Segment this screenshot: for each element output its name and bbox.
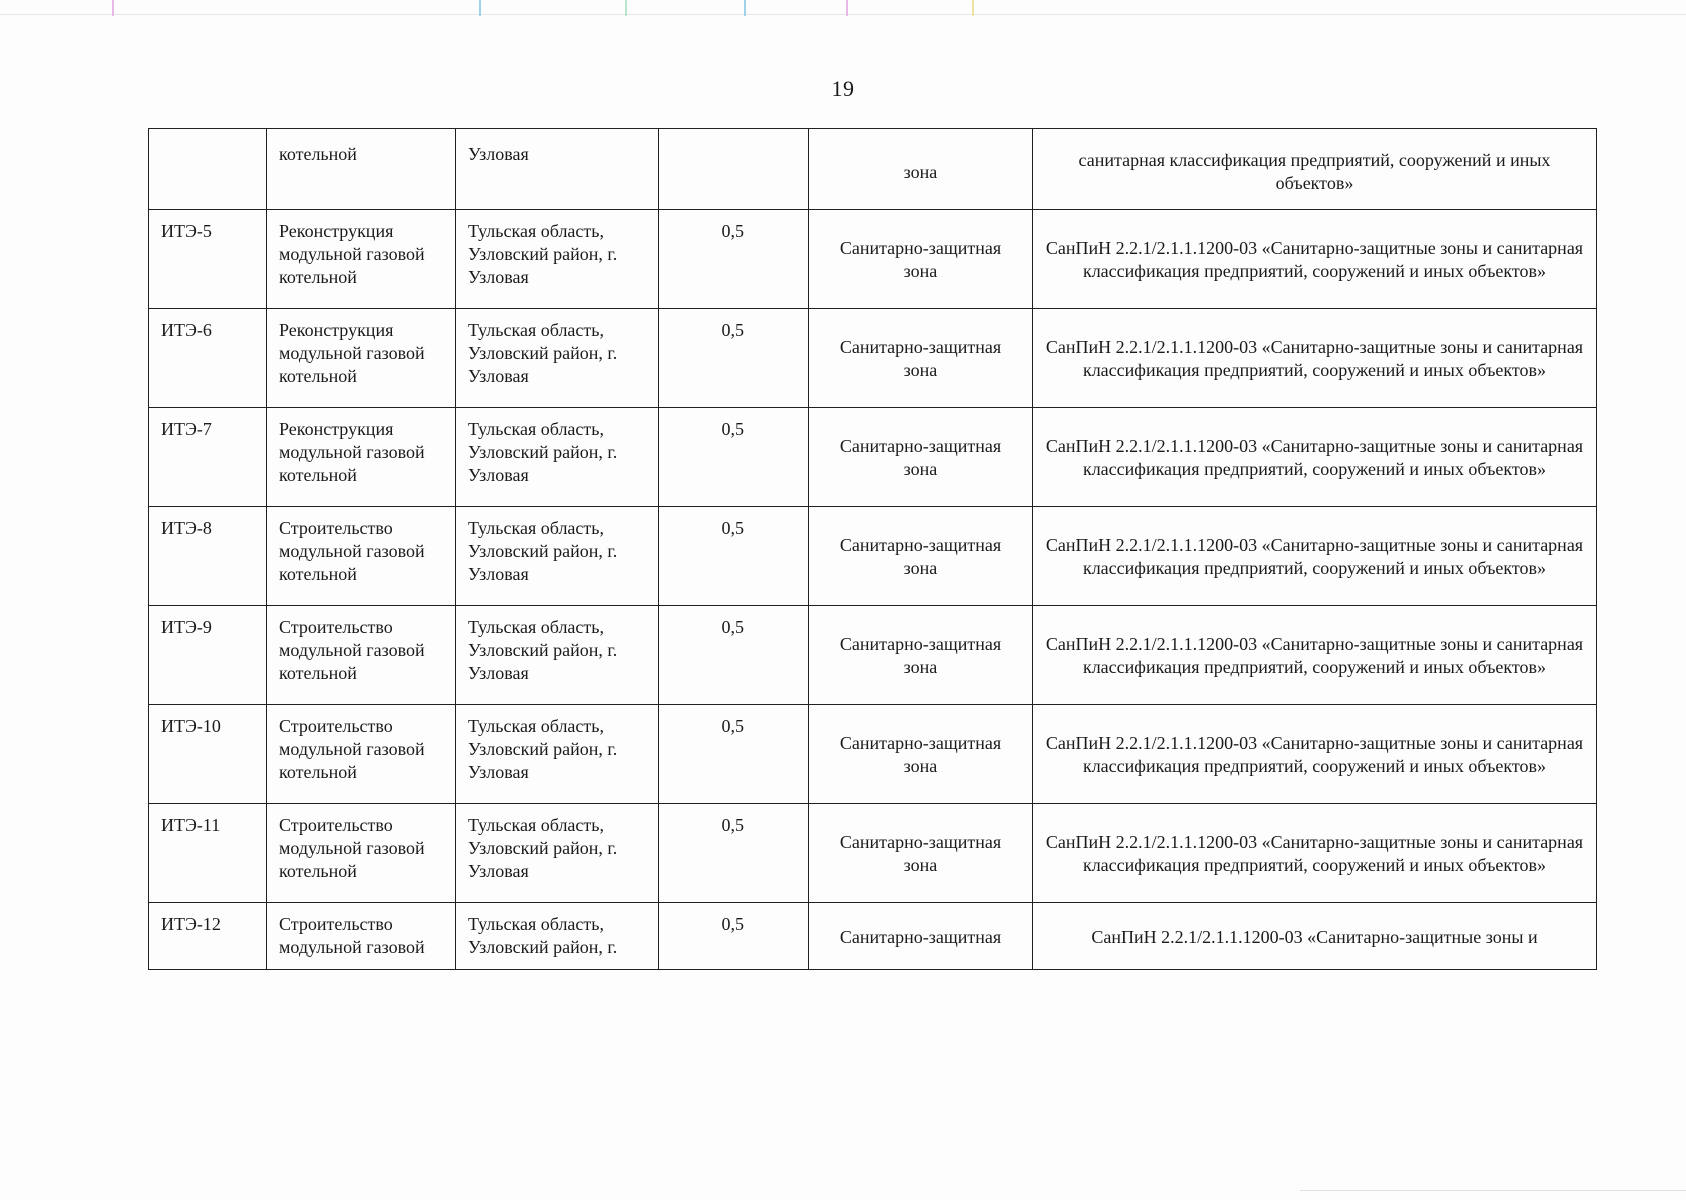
cell-document: СанПиН 2.2.1/2.1.1.1200-03 «Санитарно-защитные зоны и санитарная классификация предприятий, сооружений и иных объектов» bbox=[1033, 408, 1597, 507]
cell-document: СанПиН 2.2.1/2.1.1.1200-03 «Санитарно-защитные зоны и санитарная классификация предприятий, сооружений и иных объектов» bbox=[1033, 210, 1597, 309]
cell-name: Строительство модульной газовой котельной bbox=[267, 507, 456, 606]
cell-value: 0,5 bbox=[659, 903, 809, 970]
cell-name: котельной bbox=[267, 129, 456, 210]
zones-table bbox=[148, 128, 1597, 970]
cell-id: ИТЭ-8 bbox=[149, 507, 267, 606]
cell-name: Строительство модульной газовой котельной bbox=[267, 804, 456, 903]
scan-edge-line-bottom bbox=[1300, 1190, 1686, 1191]
cell-zone: Санитарно-защитная зона bbox=[809, 309, 1033, 408]
cell-value: 0,5 bbox=[659, 804, 809, 903]
cell-document: СанПиН 2.2.1/2.1.1.1200-03 «Санитарно-защитные зоны и санитарная классификация предприятий, сооружений и иных объектов» bbox=[1033, 606, 1597, 705]
scan-artifact-marks bbox=[0, 0, 1686, 20]
table-row bbox=[149, 507, 1597, 606]
cell-id: ИТЭ-11 bbox=[149, 804, 267, 903]
cell-location: Тульская область, Узловский район, г. Узловая bbox=[456, 507, 659, 606]
cell-value: 0,5 bbox=[659, 408, 809, 507]
cell-value: 0,5 bbox=[659, 309, 809, 408]
cell-location: Тульская область, Узловский район, г. Узловая bbox=[456, 606, 659, 705]
cell-zone: зона bbox=[809, 129, 1033, 210]
cell-document: СанПиН 2.2.1/2.1.1.1200-03 «Санитарно-защитные зоны и санитарная классификация предприятий, сооружений и иных объектов» bbox=[1033, 309, 1597, 408]
cell-id: ИТЭ-6 bbox=[149, 309, 267, 408]
table-row bbox=[149, 705, 1597, 804]
cell-zone: Санитарно-защитная bbox=[809, 903, 1033, 970]
cell-zone: Санитарно-защитная зона bbox=[809, 507, 1033, 606]
cell-id: ИТЭ-12 bbox=[149, 903, 267, 970]
cell-document: СанПиН 2.2.1/2.1.1.1200-03 «Санитарно-защитные зоны и санитарная классификация предприятий, сооружений и иных объектов» bbox=[1033, 804, 1597, 903]
cell-location: Тульская область, Узловский район, г. bbox=[456, 903, 659, 970]
cell-id bbox=[149, 129, 267, 210]
cell-zone: Санитарно-защитная зона bbox=[809, 804, 1033, 903]
table-row-continuation bbox=[149, 129, 1597, 210]
cell-name: Строительство модульной газовой bbox=[267, 903, 456, 970]
zones-table-body bbox=[149, 129, 1597, 970]
cell-location: Тульская область, Узловский район, г. Узловая bbox=[456, 408, 659, 507]
cell-zone: Санитарно-защитная зона bbox=[809, 210, 1033, 309]
cell-id: ИТЭ-7 bbox=[149, 408, 267, 507]
cell-id: ИТЭ-10 bbox=[149, 705, 267, 804]
cell-zone: Санитарно-защитная зона bbox=[809, 408, 1033, 507]
cell-value: 0,5 bbox=[659, 507, 809, 606]
table-row bbox=[149, 408, 1597, 507]
cell-document: СанПиН 2.2.1/2.1.1.1200-03 «Санитарно-защитные зоны и санитарная классификация предприятий, сооружений и иных объектов» bbox=[1033, 705, 1597, 804]
table-row bbox=[149, 309, 1597, 408]
cell-location: Тульская область, Узловский район, г. Узловая bbox=[456, 705, 659, 804]
cell-value: 0,5 bbox=[659, 210, 809, 309]
cell-value bbox=[659, 129, 809, 210]
table-row bbox=[149, 606, 1597, 705]
cell-name: Реконструкция модульной газовой котельной bbox=[267, 210, 456, 309]
cell-name: Реконструкция модульной газовой котельной bbox=[267, 309, 456, 408]
table-row bbox=[149, 804, 1597, 903]
cell-value: 0,5 bbox=[659, 606, 809, 705]
cell-id: ИТЭ-9 bbox=[149, 606, 267, 705]
cell-location: Тульская область, Узловский район, г. Узловая bbox=[456, 210, 659, 309]
cell-name: Реконструкция модульной газовой котельной bbox=[267, 408, 456, 507]
cell-value: 0,5 bbox=[659, 705, 809, 804]
table-row-truncated bbox=[149, 903, 1597, 970]
cell-document: санитарная классификация предприятий, сооружений и иных объектов» bbox=[1033, 129, 1597, 210]
cell-location: Узловая bbox=[456, 129, 659, 210]
page-number: 19 bbox=[831, 76, 855, 101]
cell-name: Строительство модульной газовой котельной bbox=[267, 606, 456, 705]
cell-document: СанПиН 2.2.1/2.1.1.1200-03 «Санитарно-защитные зоны и bbox=[1033, 903, 1597, 970]
cell-id: ИТЭ-5 bbox=[149, 210, 267, 309]
cell-document: СанПиН 2.2.1/2.1.1.1200-03 «Санитарно-защитные зоны и санитарная классификация предприятий, сооружений и иных объектов» bbox=[1033, 507, 1597, 606]
cell-location: Тульская область, Узловский район, г. Узловая bbox=[456, 309, 659, 408]
cell-zone: Санитарно-защитная зона bbox=[809, 606, 1033, 705]
cell-location: Тульская область, Узловский район, г. Узловая bbox=[456, 804, 659, 903]
cell-name: Строительство модульной газовой котельной bbox=[267, 705, 456, 804]
cell-zone: Санитарно-защитная зона bbox=[809, 705, 1033, 804]
table-row bbox=[149, 210, 1597, 309]
